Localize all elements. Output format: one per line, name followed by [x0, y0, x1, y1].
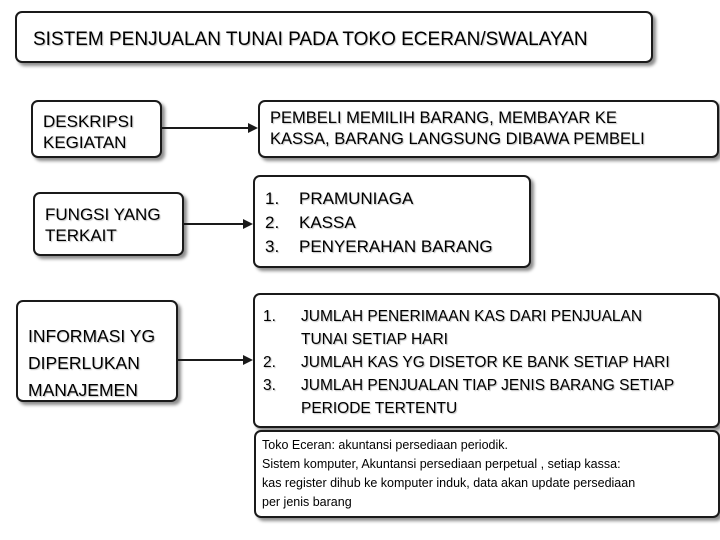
list-text-line: PERIODE TERTENTU: [301, 400, 458, 417]
list-number: 1.: [265, 189, 280, 208]
title-text: SISTEM PENJUALAN TUNAI PADA TOKO ECERAN/SWALAYAN: [33, 29, 588, 50]
list-number: 2.: [263, 354, 276, 371]
list-text: PENYERAHAN BARANG: [299, 237, 493, 256]
list-number: 3.: [263, 377, 276, 394]
list-text-line: TUNAI SETIAP HARI: [301, 331, 448, 348]
list-number: 1.: [263, 308, 276, 325]
note-line: Sistem komputer, Akuntansi persediaan perpetual , setiap kassa:: [262, 457, 621, 471]
label-line: TERKAIT: [45, 226, 117, 245]
label-line: MANAJEMEN: [28, 380, 138, 400]
label-line: KEGIATAN: [43, 133, 127, 152]
label-line: INFORMASI YG: [28, 326, 156, 346]
list-text-line: JUMLAH PENJUALAN TIAP JENIS BARANG SETIAP: [301, 377, 675, 394]
list-text: PRAMUNIAGA: [299, 189, 414, 208]
list-text-line: JUMLAH KAS YG DISETOR KE BANK SETIAP HARI: [301, 354, 670, 371]
label-line: FUNGSI YANG: [45, 205, 161, 224]
content-line: PEMBELI MEMILIH BARANG, MEMBAYAR KE: [270, 109, 617, 127]
note-line: Toko Eceran: akuntansi persediaan periodik.: [262, 438, 508, 452]
label-line: DIPERLUKAN: [28, 353, 140, 373]
note-line: kas register dihub ke komputer induk, data akan update persediaan: [262, 476, 636, 490]
label-line: DESKRIPSI: [43, 112, 134, 131]
list-text-line: JUMLAH PENERIMAAN KAS DARI PENJUALAN: [301, 308, 643, 325]
list-number: 3.: [265, 237, 280, 256]
content-line: KASSA, BARANG LANGSUNG DIBAWA PEMBELI: [270, 130, 645, 148]
note-line: per jenis barang: [262, 495, 352, 509]
list-text: KASSA: [299, 213, 356, 232]
list-number: 2.: [265, 213, 280, 232]
